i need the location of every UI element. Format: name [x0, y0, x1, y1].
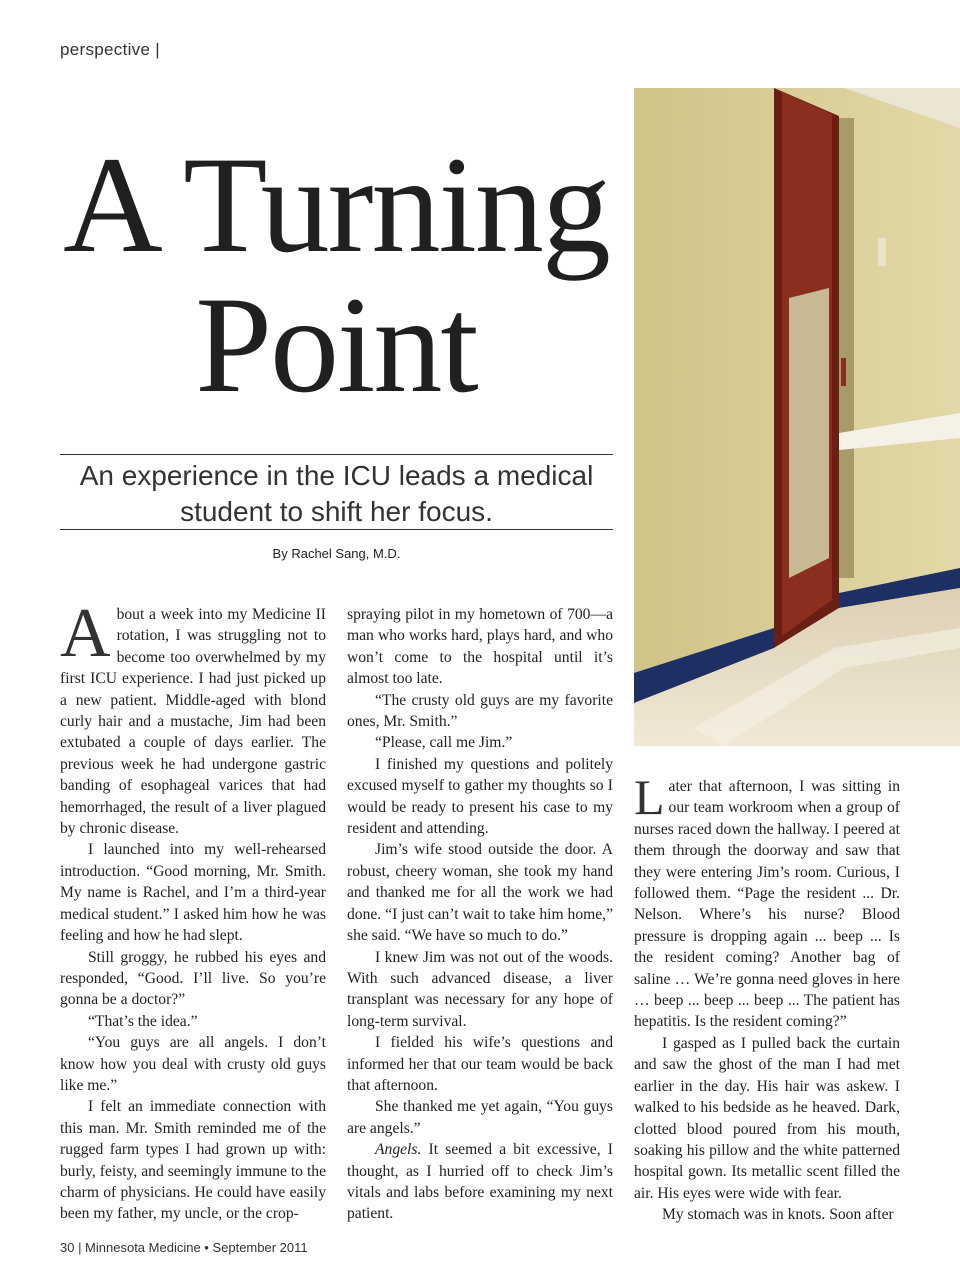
subtitle-rule-bottom [60, 529, 613, 530]
section-label: perspective | [60, 40, 160, 59]
paragraph: “You guys are all angels. I don’t know how you deal with crusty old guys like me.” [60, 1034, 326, 1094]
hallway-photo [634, 88, 960, 746]
paragraph: She thanked me yet again, “You guys are angels.” [347, 1098, 613, 1137]
subtitle-line-1: An experience in the ICU leads a medical [79, 460, 594, 491]
paragraph: I knew Jim was not out of the woods. With such advanced disease, a liver transplant was necessary for any hope of long-term survival. [347, 948, 613, 1030]
paragraph: “Please, call me Jim.” [375, 734, 513, 752]
paragraph: Angels. It seemed a bit excessive, I thought, as I hurried off to check Jim’s vitals and labs before examining my next patient. [347, 1141, 613, 1223]
paragraph: “That’s the idea.” [88, 1012, 198, 1030]
article-subtitle [60, 458, 613, 530]
hallway-illustration [634, 88, 960, 746]
article-column-2 [347, 604, 613, 1225]
title-line-2: Point [195, 268, 477, 421]
paragraph: “The crusty old guys are my favorite ones, Mr. Smith.” [347, 691, 613, 731]
paragraph: I launched into my well-rehearsed introduction. “Good morning, Mr. Smith. My name is Rachel, and I’m a third-year medical student.” I asked him how he was feeling and how he had slept. [60, 841, 326, 945]
article-column-3 [634, 769, 900, 1226]
paragraph: My stomach was in knots. Soon after [662, 1206, 894, 1224]
paragraph: Still groggy, he rubbed his eyes and responded, “Good. I’ll live. So you’re gonna be a doctor?” [60, 948, 326, 1009]
paragraph: I finished my questions and politely excused myself to gather my thoughts so I would be ready to present his case to my resident and attending. [347, 755, 613, 838]
paragraph: Later that afternoon, I was sitting in our team workroom when a group of nurses raced down the hallway. I peered at them through the doorway and saw that they were entering Jim’s room. Curious, I followed them. “Page the resident ... Dr. Nelson. Where’s his nurse? Blood pressure is dropping again ... beep ... Is the resident coming? Another bag of saline … We’re gonna need gloves in here … beep ... beep ... beep ... The patient has hepatitis. Is the resident coming?” [634, 769, 900, 1031]
drop-cap: A [60, 595, 111, 672]
article-column-1 [60, 595, 326, 1225]
paragraph: I gasped as I pulled back the curtain and saw the ghost of the man I had met earlier in the day. His hair was askew. I walked to his bedside as he heaved. Dark, clotted blood poured from his mouth, soaking his pillow and the white patterned hospital gown. Its metallic scent filled the air. His eyes were wide with fear. [634, 1034, 900, 1202]
paragraph: Jim’s wife stood outside the door. A robust, cheery woman, she took my hand and thanked me for all the work we had done. “I just can’t wait to take him home,” she said. “We have so much to do.” [347, 841, 613, 945]
byline: By Rachel Sang, M.D. [272, 546, 401, 561]
title-line-1: A Turning [63, 128, 609, 281]
paragraph: About a week into my Medicine II rotation, I was struggling not to become too overwhelmed by my first ICU experience. I had just picked up a new patient. Middle-aged with blond curly hair and a mustache, Jim had been extubated a couple of days earlier. The previous week he had undergone gastric banding of esophageal varices that had hemorrhaged, the result of a liver plagued by chronic disease. [60, 595, 326, 838]
article-title [60, 128, 612, 421]
subtitle-line-2: student to shift her focus. [180, 496, 493, 527]
subtitle-rule-top [60, 454, 613, 455]
paragraph: spraying pilot in my hometown of 700—a man who works hard, plays hard, and who won’t come to the hospital until it’s almost too late. [347, 606, 613, 688]
drop-cap: L [634, 769, 665, 825]
page-footer: 30 | Minnesota Medicine • September 2011 [60, 1240, 308, 1255]
paragraph: I felt an immediate connection with this man. Mr. Smith reminded me of the rugged farm types I had grown up with: burly, feisty, and seemingly immune to the charm of physicians. He could have easily been my father, my uncle, or the crop- [60, 1098, 326, 1223]
paragraph: I fielded his wife’s questions and informed her that our team would be back that afternoon. [347, 1034, 613, 1094]
